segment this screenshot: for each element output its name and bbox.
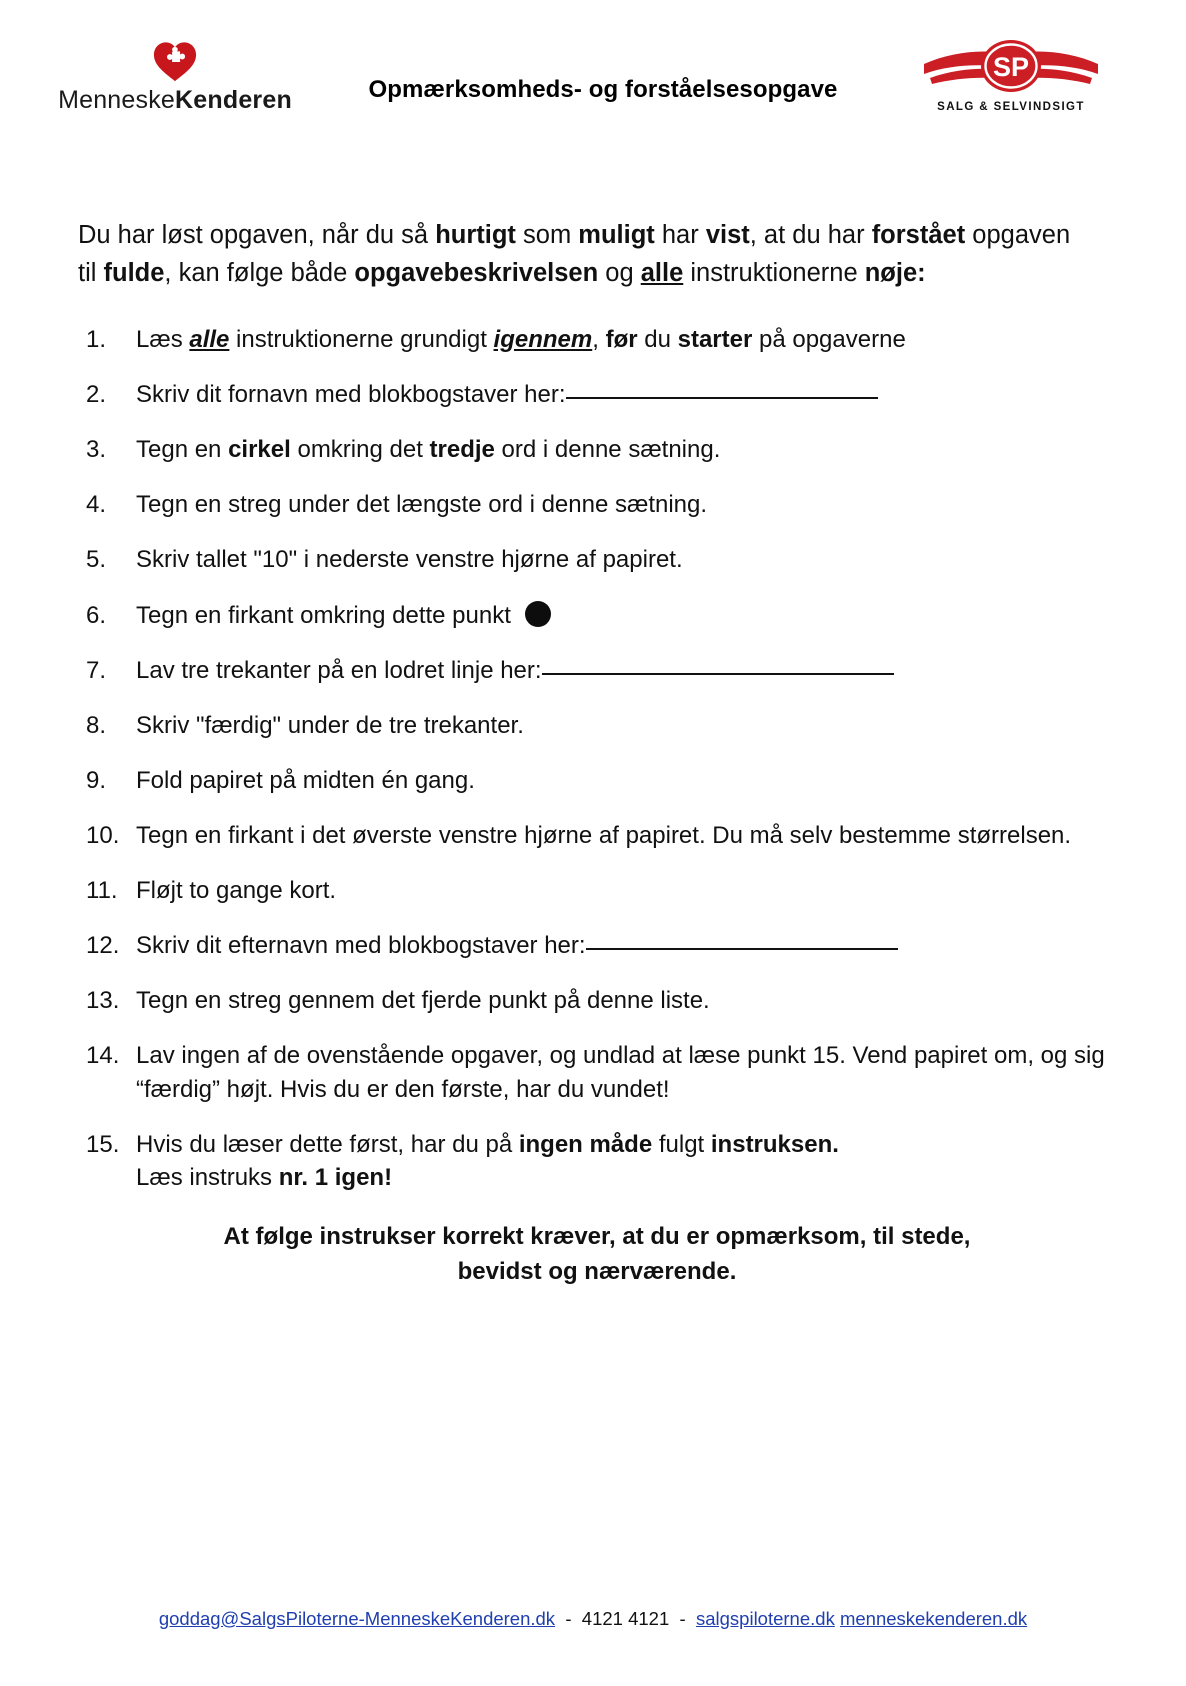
item-number: 13.: [86, 987, 120, 1015]
intro-bold-forstaaet: forstået: [871, 220, 966, 249]
intro-bold-noeje: nøje:: [864, 259, 926, 288]
closing-statement: [78, 1220, 1116, 1290]
list-item-12: [78, 929, 1116, 962]
item-text: Lav ingen af de ovenstående opgaver, og undlad at læse punkt 15. Vend papiret om, og sig “færdig” højt. Hvis du er den første, har du vundet!: [136, 1042, 1105, 1103]
item-text: [136, 929, 1116, 962]
menneskekenderen-logo: [40, 30, 310, 115]
i1-c: instruktionerne grundigt: [229, 326, 494, 353]
item-number: 12.: [86, 932, 120, 960]
list-item-10: [78, 819, 1116, 852]
intro-part-5: opgaven til: [78, 220, 1071, 288]
i12-a: Skriv dit efternavn med blokbogstaver her:: [136, 932, 586, 960]
i15-nr1-igen: nr. 1 igen!: [278, 1163, 393, 1191]
item-number: 11.: [86, 877, 118, 905]
item-number: 10.: [86, 821, 120, 849]
item-number: 9.: [86, 766, 107, 794]
item-text: Tegn en streg under det længste ord i denne sætning.: [136, 491, 708, 519]
i3-e: ord i denne sætning.: [494, 436, 721, 464]
wordmark-light: Menneske: [58, 86, 176, 114]
svg-text:SP: SP: [992, 52, 1030, 82]
intro-bold-fulde: fulde: [103, 259, 165, 288]
website-link-menneskekenderen[interactable]: menneskekenderen.dk: [839, 1608, 1028, 1629]
instruction-list: [78, 323, 1116, 1194]
intro-bold-muligt: muligt: [578, 220, 655, 249]
list-item-5: [78, 543, 1116, 576]
item-text: [136, 378, 1116, 411]
wordmark-bold: Kenderen: [175, 86, 292, 114]
item-text: Tegn en streg gennem det fjerde punkt på denne liste.: [136, 987, 710, 1015]
intro-part-2: som: [515, 220, 579, 249]
list-item-3: [78, 433, 1116, 466]
i1-e: ,: [592, 326, 606, 353]
document-body: [0, 150, 1186, 1289]
closing-line-2: bevidst og nærværende.: [457, 1257, 737, 1285]
intro-part-3: har: [654, 220, 706, 249]
intro-bold-alle: alle: [640, 259, 684, 288]
i15-a: Hvis du læser dette først, har du på: [136, 1130, 519, 1158]
page-footer: [0, 1608, 1186, 1630]
footer-separator-1: -: [565, 1608, 572, 1629]
item-number: 14.: [86, 1042, 120, 1070]
item-text: Skriv "færdig" under de tre trekanter.: [136, 711, 524, 739]
closing-line-1: At følge instrukser korrekt kræver, at du er opmærksom, til stede,: [223, 1222, 971, 1250]
sp-winged-badge-icon: [916, 36, 1106, 98]
item-text: Fold papiret på midten én gang.: [136, 766, 475, 794]
i3-tredje: tredje: [429, 436, 495, 464]
list-item-14: [78, 1039, 1116, 1105]
i7-a: Lav tre trekanter på en lodret linje her:: [136, 656, 542, 684]
i1-foer: før: [605, 326, 638, 353]
item-number: 8.: [86, 711, 107, 739]
item-number: 4.: [86, 491, 107, 519]
i1-starter: starter: [677, 326, 753, 353]
item-number: 1.: [86, 326, 107, 353]
i15-ingen-maade: ingen måde: [518, 1130, 653, 1158]
i6-a: Tegn en firkant omkring dette punkt: [136, 601, 511, 629]
list-item-4: [78, 488, 1116, 521]
list-item-1: [78, 323, 1116, 356]
intro-bold-vist: vist: [705, 220, 750, 249]
item-number: 7.: [86, 656, 107, 684]
salgspiloterne-logo: [896, 30, 1126, 113]
item-text: [136, 1128, 1116, 1194]
i3-a: Tegn en: [136, 436, 229, 464]
item-number: 6.: [86, 601, 107, 629]
item-text: Skriv tallet "10" i nederste venstre hjørne af papiret.: [136, 546, 683, 574]
intro-paragraph: [78, 216, 1078, 294]
list-item-8: [78, 709, 1116, 742]
item-number: 2.: [86, 381, 107, 409]
i1-igennem: igennem: [493, 326, 593, 353]
heart-puzzle-icon: [152, 38, 198, 84]
trekanter-write-line[interactable]: [542, 673, 894, 675]
i1-a: Læs: [136, 326, 190, 353]
i3-cirkel: cirkel: [228, 436, 291, 464]
intro-bold-opgavebeskrivelsen: opgavebeskrivelsen: [354, 259, 599, 288]
intro-part-7: og: [598, 259, 641, 288]
sp-tagline: SALG & SELVINDSIGT: [937, 101, 1085, 113]
intro-part-4: , at du har: [749, 220, 872, 249]
intro-bold-hurtigt: hurtigt: [435, 220, 516, 249]
item-text: [136, 599, 1116, 632]
website-link-salgspiloterne[interactable]: salgspiloterne.dk: [695, 1608, 835, 1629]
list-item-15: [78, 1128, 1116, 1194]
list-item-6: [78, 599, 1116, 632]
i1-g: du: [637, 326, 678, 353]
item-number: 15.: [86, 1130, 120, 1158]
item-text: [136, 433, 1116, 466]
i15-e: Læs instruks: [136, 1163, 279, 1191]
i2-a: Skriv dit fornavn med blokbogstaver her:: [136, 381, 566, 409]
item-text: [136, 323, 1116, 356]
item-number: 5.: [86, 546, 107, 574]
menneskekenderen-wordmark: [58, 86, 292, 115]
black-dot-marker-icon: [525, 601, 551, 627]
phone-number: 4121 4121: [581, 1608, 670, 1629]
i1-alle: alle: [189, 326, 230, 353]
item-text: [136, 654, 1116, 687]
item-number: 3.: [86, 436, 107, 464]
i15-instruksen: instruksen.: [710, 1130, 839, 1158]
list-item-2: [78, 378, 1116, 411]
list-item-9: [78, 764, 1116, 797]
i1-i: på opgaverne: [752, 326, 906, 353]
list-item-7: [78, 654, 1116, 687]
i3-c: omkring det: [290, 436, 430, 464]
intro-part-1: Du har løst opgaven, når du så: [78, 220, 436, 249]
page-title: Opmærksomheds- og forståelsesopgave: [368, 76, 838, 103]
i15-c: fulgt: [652, 1130, 711, 1158]
email-link[interactable]: goddag@SalgsPiloterne-MenneskeKenderen.dk: [158, 1608, 556, 1629]
list-item-11: [78, 874, 1116, 907]
item-text: Tegn en firkant i det øverste venstre hjørne af papiret. Du må selv bestemme størrelsen.: [136, 821, 1072, 849]
intro-part-6: , kan følge både: [164, 259, 355, 288]
item-text: Fløjt to gange kort.: [136, 877, 337, 905]
footer-separator-2: -: [679, 1608, 686, 1629]
intro-part-8: instruktionerne: [683, 259, 865, 288]
fornavn-write-line[interactable]: [566, 397, 878, 399]
page-header: [0, 0, 1186, 150]
list-item-13: [78, 984, 1116, 1017]
efternavn-write-line[interactable]: [586, 948, 898, 950]
